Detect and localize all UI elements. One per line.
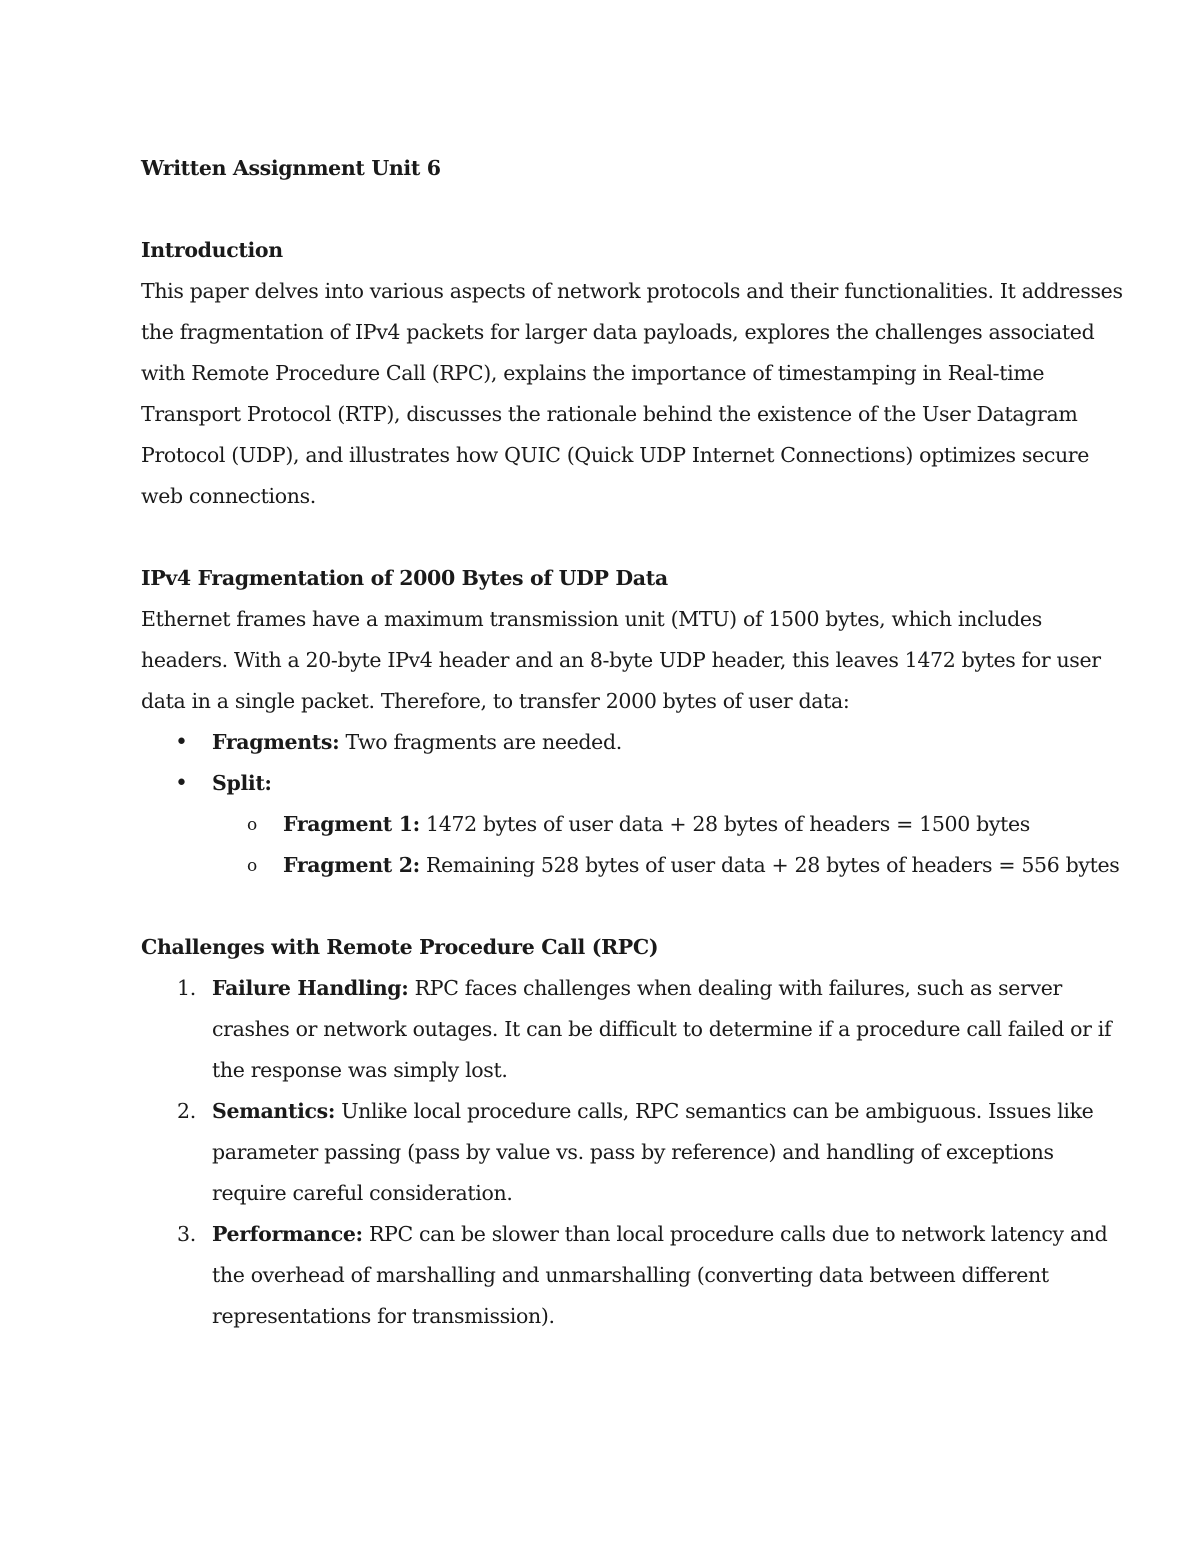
item-text: parameter passing (pass by value vs. pass by reference) and handling of exceptions [212,1140,1054,1164]
item-text: 1472 bytes of user data + 28 bytes of headers = 1500 bytes [419,812,1030,836]
list-item [141,1214,1108,1337]
item-label: Split: [212,771,272,795]
intro-line: with Remote Procedure Call (RPC), explains the importance of timestamping in Real-time [141,361,1045,385]
list-item [141,722,1071,763]
document-title: Written Assignment Unit 6 [141,156,441,180]
sub-list-item [141,804,1071,845]
rpc-numbered-list [141,968,1112,1337]
blank-line [141,886,1071,927]
ipv4-bullet-list [141,722,1071,804]
intro-line: Protocol (UDP), and illustrates how QUIC (Quick UDP Internet Connections) optimizes secure [141,443,1090,467]
item-text: RPC can be slower than local procedure calls due to network latency and [362,1222,1108,1246]
item-text: require careful consideration. [212,1181,513,1205]
ipv4-heading: IPv4 Fragmentation of 2000 Bytes of UDP Data [141,566,668,590]
blank-line [141,189,1071,230]
number-marker: 2. [177,1099,196,1123]
item-text: RPC faces challenges when dealing with failures, such as server [408,976,1062,1000]
item-text: the response was simply lost. [212,1058,508,1082]
item-label: Failure Handling: [212,976,409,1000]
list-item [141,968,1112,1091]
ipv4-line: data in a single packet. Therefore, to transfer 2000 bytes of user data: [141,689,850,713]
intro-line: the fragmentation of IPv4 packets for larger data payloads, explores the challenges associated [141,320,1095,344]
item-text: Remaining 528 bytes of user data + 28 bytes of headers = 556 bytes [419,853,1120,877]
item-text: the overhead of marshalling and unmarshalling (converting data between different [212,1263,1049,1287]
bullet-marker: • [175,730,188,755]
sub-bullet-marker: o [247,856,257,876]
intro-heading: Introduction [141,238,283,262]
sub-bullet-marker: o [247,815,257,835]
sub-list-item [141,845,1120,886]
intro-line: This paper delves into various aspects of network protocols and their functionalities. It addresses [141,279,1123,303]
list-item [141,1091,1094,1214]
intro-paragraph [141,271,1123,517]
item-label: Fragment 1: [283,812,420,836]
ipv4-paragraph [141,599,1101,722]
document-page [141,148,1123,1337]
intro-line: web connections. [141,484,316,508]
item-text: Two fragments are needed. [339,730,622,754]
bullet-marker: • [175,771,188,796]
item-text: representations for transmission). [212,1304,555,1328]
intro-line: Transport Protocol (RTP), discusses the rationale behind the existence of the User Datagram [141,402,1078,426]
list-item [141,763,1071,804]
item-label: Fragment 2: [283,853,420,877]
item-label: Fragments: [212,730,340,754]
fragment-sub-list [141,804,1120,886]
ipv4-line: headers. With a 20-byte IPv4 header and an 8-byte UDP header, this leaves 1472 bytes for user [141,648,1101,672]
item-text: crashes or network outages. It can be difficult to determine if a procedure call failed or if [212,1017,1112,1041]
ipv4-line: Ethernet frames have a maximum transmission unit (MTU) of 1500 bytes, which includes [141,607,1042,631]
item-label: Semantics: [212,1099,336,1123]
item-label: Performance: [212,1222,363,1246]
rpc-heading: Challenges with Remote Procedure Call (RPC) [141,935,659,959]
item-text: Unlike local procedure calls, RPC semantics can be ambiguous. Issues like [335,1099,1094,1123]
number-marker: 1. [177,976,196,1000]
number-marker: 3. [177,1222,196,1246]
blank-line [141,517,1071,558]
